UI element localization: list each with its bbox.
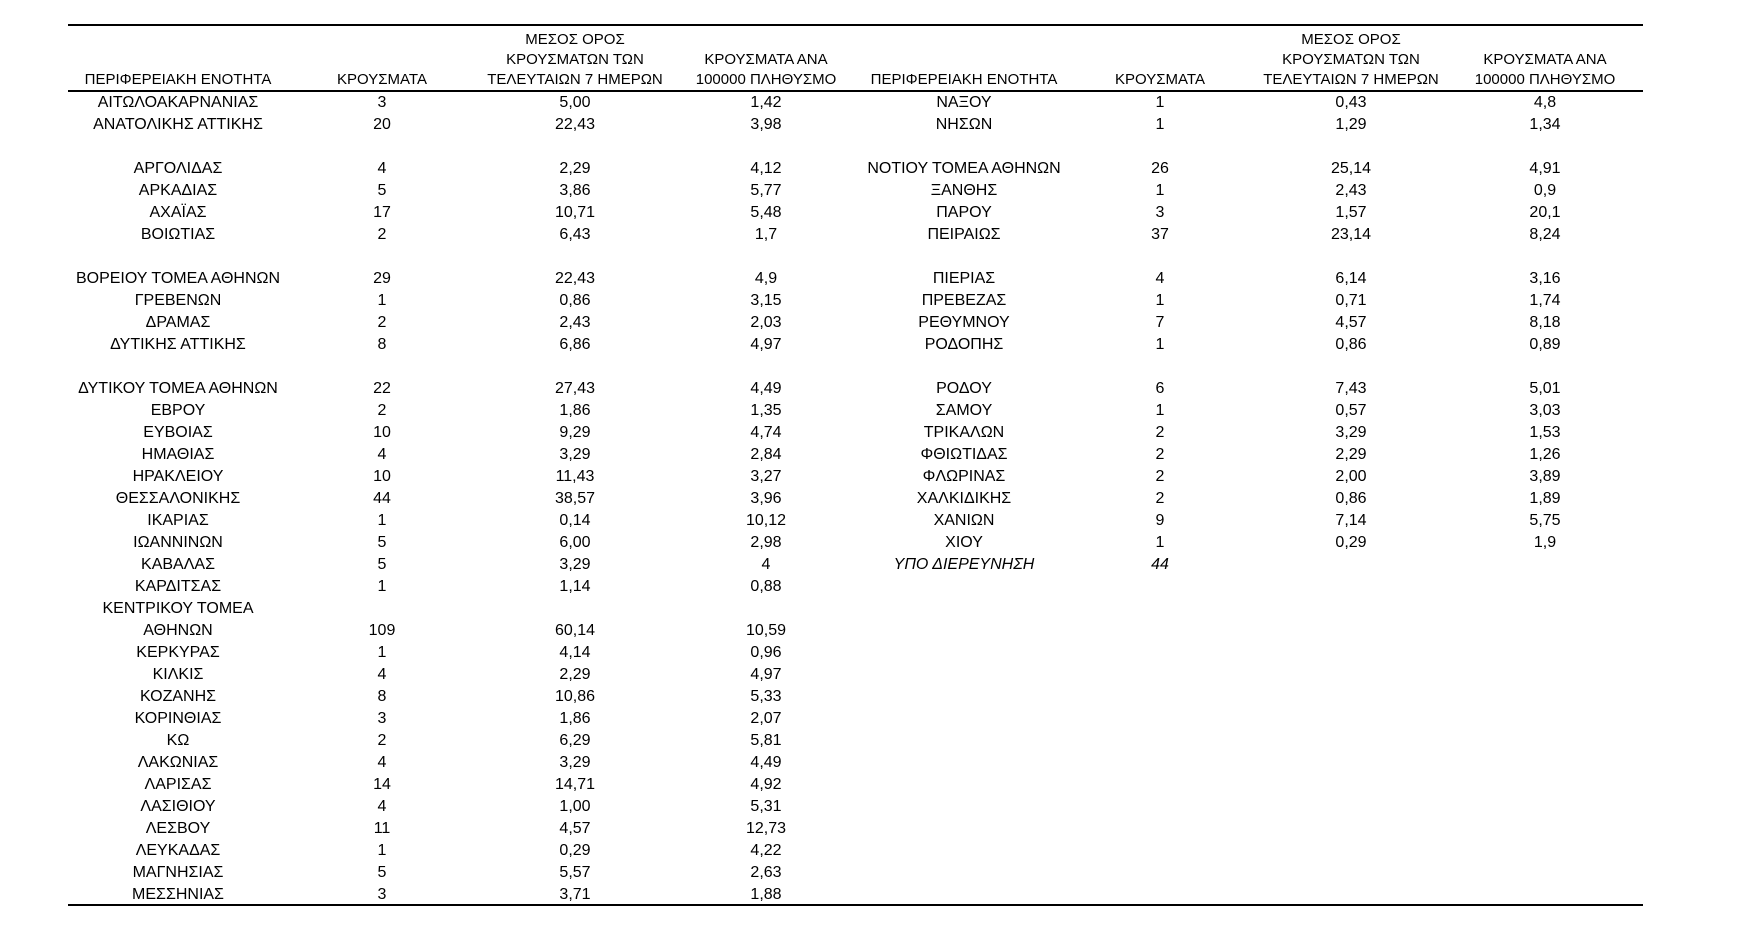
cell-cases: 6: [1155, 380, 1165, 397]
cell-avg7: 6,00: [559, 534, 591, 551]
cell-region: ΙΩΑΝΝΙΝΩΝ: [133, 534, 223, 551]
cell-region: ΗΜΑΘΙΑΣ: [141, 446, 215, 463]
cell-cases: 29: [373, 270, 391, 287]
cell-per100k: 2,98: [750, 534, 782, 551]
cell-cases: 2: [1155, 424, 1165, 441]
cell-cases: 11: [373, 820, 391, 837]
cell-avg7: 9,29: [559, 424, 591, 441]
cell-cases: 1: [1155, 292, 1165, 309]
cell-per100k: 1,88: [750, 886, 782, 903]
cell-avg7: 3,29: [559, 754, 591, 771]
cell-per100k: 3,89: [1529, 468, 1561, 485]
cell-region: ΦΘΙΩΤΙΔΑΣ: [920, 446, 1008, 463]
cell-avg7: 0,86: [1335, 336, 1367, 353]
cell-cases: 1: [377, 578, 387, 595]
cell-per100k: 1,34: [1529, 116, 1561, 133]
cell-per100k: 2,07: [750, 710, 782, 727]
cell-avg7: 7,43: [1335, 380, 1367, 397]
cell-avg7: 10,71: [554, 204, 596, 221]
cell-avg7: 3,29: [1335, 424, 1367, 441]
cell-avg7: 2,43: [1335, 182, 1367, 199]
cell-avg7: 3,86: [559, 182, 591, 199]
cell-region: ΛΕΥΚΑΔΑΣ: [135, 842, 221, 859]
cell-cases: 5: [377, 864, 387, 881]
cell-cases: 3: [377, 94, 387, 111]
cell-avg7: 14,71: [554, 776, 596, 793]
cell-cases: 4: [377, 160, 387, 177]
cell-region: ΑΝΑΤΟΛΙΚΗΣ ΑΤΤΙΚΗΣ: [93, 116, 263, 133]
cell-per100k: 4,91: [1529, 160, 1561, 177]
cell-per100k: 0,9: [1533, 182, 1557, 199]
cell-per100k: 4,74: [750, 424, 782, 441]
cell-avg7: 1,86: [559, 710, 591, 727]
cell-avg7: 23,14: [1330, 226, 1372, 243]
cell-cases: 1: [1155, 534, 1165, 551]
cell-region: ΞΑΝΘΗΣ: [930, 182, 998, 199]
cell-per100k: 2,84: [750, 446, 782, 463]
cell-region: ΚΟΡΙΝΘΙΑΣ: [134, 710, 222, 727]
cell-per100k: 12,73: [745, 820, 787, 837]
cell-per100k: 3,98: [750, 116, 782, 133]
cell-region: ΡΟΔΟΥ: [936, 380, 992, 397]
cell-per100k: 4,22: [750, 842, 782, 859]
cell-per100k: 4,92: [750, 776, 782, 793]
cell-per100k: 8,18: [1529, 314, 1561, 331]
cell-region: ΕΒΡΟΥ: [150, 402, 206, 419]
cell-per100k: 3,03: [1529, 402, 1561, 419]
cell-cases: 3: [377, 886, 387, 903]
cell-region: ΚΑΒΑΛΑΣ: [141, 556, 215, 573]
cell-cases: 5: [377, 182, 387, 199]
cell-avg7: 22,43: [554, 116, 596, 133]
cell-cases: 1: [1155, 402, 1165, 419]
cell-region: ΒΟΙΩΤΙΑΣ: [140, 226, 216, 243]
cell-avg7: 11,43: [555, 468, 595, 485]
cell-region: ΤΡΙΚΑΛΩΝ: [923, 424, 1005, 441]
header-cases-left: ΚΡΟΥΣΜΑΤΑ: [337, 71, 427, 88]
cell-avg7: 1,00: [559, 798, 591, 815]
cell-avg7: 2,00: [1335, 468, 1367, 485]
cell-avg7: 0,29: [559, 842, 591, 859]
cell-region: ΒΟΡΕΙΟΥ ΤΟΜΕΑ ΑΘΗΝΩΝ: [75, 270, 281, 287]
cell-avg7: 3,29: [559, 556, 591, 573]
cell-avg7: 1,57: [1335, 204, 1367, 221]
cell-cases: 9: [1155, 512, 1165, 529]
cell-avg7: 6,86: [559, 336, 591, 353]
cell-region: ΦΛΩΡΙΝΑΣ: [922, 468, 1006, 485]
cell-avg7: 0,86: [559, 292, 591, 309]
cell-region: ΛΑΡΙΣΑΣ: [144, 776, 212, 793]
cell-avg7: 10,86: [554, 688, 596, 705]
cell-avg7: 0,14: [559, 512, 591, 529]
cell-cases: 22: [373, 380, 391, 397]
cell-cases: 2: [377, 402, 387, 419]
cell-cases: 5: [377, 556, 387, 573]
cell-cases: 3: [1155, 204, 1165, 221]
cell-cases: 5: [377, 534, 387, 551]
cell-per100k: 5,01: [1529, 380, 1561, 397]
cell-region: ΑΙΤΩΛΟΑΚΑΡΝΑΝΙΑΣ: [97, 94, 259, 111]
cell-region: ΝΗΣΩΝ: [935, 116, 993, 133]
cell-per100k: 1,89: [1529, 490, 1561, 507]
cell-per100k: 4,97: [750, 666, 782, 683]
cell-region: ΑΘΗΝΩΝ: [143, 622, 213, 639]
cell-region: ΝΟΤΙΟΥ ΤΟΜΕΑ ΑΘΗΝΩΝ: [867, 160, 1061, 177]
cell-region: ΠΑΡΟΥ: [936, 204, 992, 221]
cell-cases: 37: [1151, 226, 1169, 243]
cell-cases: 4: [377, 798, 387, 815]
cell-region: ΡΕΘΥΜΝΟΥ: [918, 314, 1010, 331]
cell-per100k: 5,48: [750, 204, 782, 221]
cell-region: ΚΕΡΚΥΡΑΣ: [136, 644, 220, 661]
cell-region: ΠΕΙΡΑΙΩΣ: [927, 226, 1001, 243]
cell-region: ΠΙΕΡΙΑΣ: [932, 270, 996, 287]
cell-per100k: 4,8: [1533, 94, 1557, 111]
cell-avg7: 5,00: [559, 94, 591, 111]
cell-avg7: 4,57: [559, 820, 591, 837]
cell-avg7: 0,57: [1335, 402, 1367, 419]
cell-cases: 7: [1155, 314, 1165, 331]
header-bottom-border: [68, 90, 1643, 92]
cell-cases: 20: [373, 116, 391, 133]
cell-per100k: 10,12: [745, 512, 787, 529]
cell-region: ΚΩ: [166, 732, 190, 749]
cell-cases: 17: [373, 204, 391, 221]
cell-region: ΚΟΖΑΝΗΣ: [139, 688, 217, 705]
cell-per100k: 2,03: [750, 314, 782, 331]
cell-avg7: 5,57: [559, 864, 591, 881]
cell-per100k: 5,77: [750, 182, 782, 199]
header-per100k-left: ΚΡΟΥΣΜΑΤΑ ΑΝΑ 100000 ΠΛΗΘΥΣΜΟ: [695, 51, 837, 88]
header-avg7-left: ΜΕΣΟΣ ΟΡΟΣ ΚΡΟΥΣΜΑΤΩΝ ΤΩΝ ΤΕΛΕΥΤΑΙΩΝ 7 ΗΜΕΡΩΝ: [487, 31, 663, 88]
cell-per100k: 1,74: [1529, 292, 1561, 309]
cell-region: ΛΕΣΒΟΥ: [145, 820, 211, 837]
cell-avg7: 1,14: [559, 578, 591, 595]
cell-cases: 1: [377, 512, 387, 529]
cell-region: ΜΕΣΣΗΝΙΑΣ: [132, 886, 224, 903]
cell-per100k: 1,9: [1533, 534, 1557, 551]
cell-cases: 1: [377, 842, 387, 859]
cell-cases: 1: [377, 644, 387, 661]
cell-region: ΔΡΑΜΑΣ: [145, 314, 211, 331]
cell-per100k: 4,97: [750, 336, 782, 353]
cell-cases: 14: [373, 776, 391, 793]
cell-avg7: 3,71: [559, 886, 591, 903]
cell-cases: 44: [1151, 556, 1169, 573]
table-bottom-border: [68, 904, 1643, 906]
cell-per100k: 3,16: [1529, 270, 1561, 287]
cell-region: ΘΕΣΣΑΛΟΝΙΚΗΣ: [115, 490, 241, 507]
cell-avg7: 0,43: [1335, 94, 1367, 111]
cell-per100k: 2,63: [750, 864, 782, 881]
cell-cases: 2: [1155, 468, 1165, 485]
cell-region: ΛΑΣΙΘΙΟΥ: [140, 798, 216, 815]
cell-region: ΧΙΟΥ: [945, 534, 983, 551]
cell-region: ΝΑΞΟΥ: [936, 94, 992, 111]
cell-region: ΠΡΕΒΕΖΑΣ: [921, 292, 1007, 309]
cell-avg7: 22,43: [554, 270, 596, 287]
cell-region: ΑΡΓΟΛΙΔΑΣ: [133, 160, 223, 177]
cell-region: ΗΡΑΚΛΕΙΟΥ: [132, 468, 224, 485]
cell-avg7: 1,86: [559, 402, 591, 419]
header-per100k-right: ΚΡΟΥΣΜΑΤΑ ΑΝΑ 100000 ΠΛΗΘΥΣΜΟ: [1474, 51, 1616, 88]
cell-region: ΚΑΡΔΙΤΣΑΣ: [134, 578, 222, 595]
cell-cases: 1: [1155, 182, 1165, 199]
cell-avg7: 4,57: [1335, 314, 1367, 331]
cell-region: ΥΠΟ ΔΙΕΡΕΥΝΗΣΗ: [893, 556, 1035, 573]
header-cases-right: ΚΡΟΥΣΜΑΤΑ: [1115, 71, 1205, 88]
cell-cases: 10: [373, 468, 391, 485]
cell-avg7: 2,29: [559, 666, 591, 683]
header-avg7-right: ΜΕΣΟΣ ΟΡΟΣ ΚΡΟΥΣΜΑΤΩΝ ΤΩΝ ΤΕΛΕΥΤΑΙΩΝ 7 ΗΜΕΡΩΝ: [1263, 31, 1439, 88]
cell-region: ΙΚΑΡΙΑΣ: [147, 512, 209, 529]
cell-cases: 1: [1155, 336, 1165, 353]
cell-per100k: 0,88: [750, 578, 782, 595]
cell-region: ΑΡΚΑΔΙΑΣ: [138, 182, 218, 199]
cell-cases: 4: [377, 666, 387, 683]
cell-avg7: 6,29: [559, 732, 591, 749]
cell-per100k: 0,89: [1529, 336, 1561, 353]
cell-avg7: 2,29: [1335, 446, 1367, 463]
cell-avg7: 7,14: [1335, 512, 1367, 529]
cell-per100k: 1,26: [1529, 446, 1561, 463]
cell-cases: 8: [377, 336, 387, 353]
cell-avg7: 3,29: [559, 446, 591, 463]
cell-region: ΔΥΤΙΚΗΣ ΑΤΤΙΚΗΣ: [110, 336, 246, 353]
cell-region: ΔΥΤΙΚΟΥ ΤΟΜΕΑ ΑΘΗΝΩΝ: [78, 380, 278, 397]
cell-per100k: 1,35: [750, 402, 782, 419]
cell-cases: 3: [377, 710, 387, 727]
cell-per100k: 5,75: [1529, 512, 1561, 529]
cell-cases: 2: [1155, 446, 1165, 463]
cell-per100k: 5,31: [750, 798, 782, 815]
cell-avg7: 0,86: [1335, 490, 1367, 507]
cell-avg7: 2,43: [559, 314, 591, 331]
cell-per100k: 4: [761, 556, 771, 573]
cell-per100k: 1,53: [1529, 424, 1561, 441]
cell-per100k: 5,81: [750, 732, 782, 749]
cell-per100k: 3,96: [750, 490, 782, 507]
cell-avg7: 2,29: [559, 160, 591, 177]
cell-per100k: 4,49: [750, 754, 782, 771]
cell-per100k: 4,9: [754, 270, 778, 287]
cell-region: ΑΧΑΪΑΣ: [149, 204, 207, 221]
cell-cases: 1: [1155, 94, 1165, 111]
cell-region: ΚΕΝΤΡΙΚΟΥ ΤΟΜΕΑ: [102, 600, 254, 617]
cell-per100k: 3,15: [750, 292, 782, 309]
cell-avg7: 25,14: [1330, 160, 1372, 177]
cell-region: ΣΑΜΟΥ: [935, 402, 993, 419]
cell-per100k: 4,12: [750, 160, 782, 177]
cell-avg7: 6,14: [1335, 270, 1367, 287]
cell-region: ΜΑΓΝΗΣΙΑΣ: [132, 864, 224, 881]
cell-cases: 2: [377, 314, 387, 331]
cell-cases: 109: [368, 622, 396, 639]
table-top-border: [68, 24, 1643, 26]
cell-avg7: 6,43: [559, 226, 591, 243]
cell-avg7: 60,14: [554, 622, 596, 639]
cell-cases: 1: [1155, 116, 1165, 133]
cell-cases: 2: [377, 732, 387, 749]
header-region-right: ΠΕΡΙΦΕΡΕΙΑΚΗ ΕΝΟΤΗΤΑ: [870, 71, 1058, 88]
cell-region: ΓΡΕΒΕΝΩΝ: [134, 292, 222, 309]
cell-cases: 44: [373, 490, 391, 507]
cell-avg7: 4,14: [559, 644, 591, 661]
cell-per100k: 1,7: [754, 226, 778, 243]
cell-cases: 2: [377, 226, 387, 243]
header-region-left: ΠΕΡΙΦΕΡΕΙΑΚΗ ΕΝΟΤΗΤΑ: [84, 71, 272, 88]
cell-cases: 8: [377, 688, 387, 705]
cell-cases: 2: [1155, 490, 1165, 507]
cell-per100k: 3,27: [750, 468, 782, 485]
cell-avg7: 38,57: [554, 490, 596, 507]
cell-per100k: 20,1: [1529, 204, 1561, 221]
cell-per100k: 10,59: [745, 622, 787, 639]
cell-cases: 4: [1155, 270, 1165, 287]
cell-region: ΧΑΝΙΩΝ: [933, 512, 995, 529]
cell-per100k: 5,33: [750, 688, 782, 705]
cell-region: ΚΙΛΚΙΣ: [152, 666, 204, 683]
cell-cases: 4: [377, 754, 387, 771]
cell-region: ΧΑΛΚΙΔΙΚΗΣ: [916, 490, 1012, 507]
cell-cases: 4: [377, 446, 387, 463]
cell-avg7: 0,29: [1335, 534, 1367, 551]
cell-region: ΛΑΚΩΝΙΑΣ: [137, 754, 219, 771]
cell-avg7: 0,71: [1335, 292, 1367, 309]
cell-cases: 26: [1151, 160, 1169, 177]
cell-region: ΕΥΒΟΙΑΣ: [143, 424, 213, 441]
cell-per100k: 8,24: [1529, 226, 1561, 243]
cell-cases: 10: [373, 424, 391, 441]
cell-avg7: 1,29: [1335, 116, 1367, 133]
cell-per100k: 0,96: [750, 644, 782, 661]
cell-cases: 1: [377, 292, 387, 309]
cell-per100k: 1,42: [750, 94, 782, 111]
cell-avg7: 27,43: [554, 380, 596, 397]
cell-per100k: 4,49: [750, 380, 782, 397]
cell-region: ΡΟΔΟΠΗΣ: [924, 336, 1004, 353]
